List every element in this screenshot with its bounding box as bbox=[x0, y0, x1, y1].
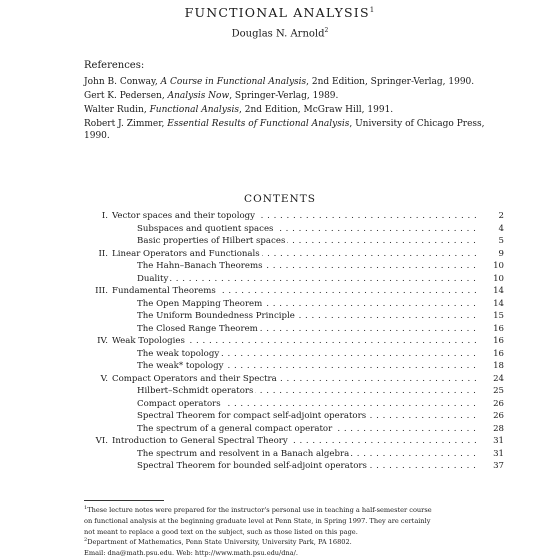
toc-entry[interactable] bbox=[0, 260, 560, 272]
toc-entry[interactable] bbox=[0, 298, 560, 310]
footnotes bbox=[84, 504, 504, 558]
toc-entry-title: The Uniform Boundedness Principle bbox=[137, 311, 295, 321]
references-list bbox=[84, 77, 494, 145]
toc-entry-title: The weak* topology bbox=[137, 361, 224, 371]
toc-entry-number: III. bbox=[95, 286, 108, 296]
toc-entry-title: Introduction to General Spectral Theory bbox=[112, 436, 288, 446]
toc-entry-title: The Closed Range Theorem bbox=[137, 323, 258, 334]
toc-entry-title: Basic properties of Hilbert spaces bbox=[137, 236, 286, 246]
reference-item: Walter Rudin, Functional Analysis, 2nd Edition, McGraw Hill, 1991. bbox=[84, 105, 394, 115]
toc-entry-title: Vector spaces and their topology bbox=[112, 211, 255, 221]
toc-entry-page: 28 bbox=[493, 423, 504, 434]
toc-entry-number: VI. bbox=[95, 436, 108, 446]
title-footnote-mark: 1 bbox=[369, 5, 376, 14]
toc-entry-page: 10 bbox=[493, 273, 504, 284]
author-footnote-mark: 2 bbox=[324, 27, 329, 34]
document-title: FUNCTIONAL ANALYSIS$^1$ bbox=[184, 5, 376, 20]
references-heading: References: bbox=[84, 60, 145, 71]
toc-entry[interactable] bbox=[0, 310, 560, 322]
toc-entry-title: Spectral Theorem for compact self-adjoint operators bbox=[137, 411, 367, 421]
toc-entry-page: 4 bbox=[498, 223, 504, 234]
footnote-line: Email: dna@math.psu.edu. Web: http://www.math.psu.edu/dna/. bbox=[84, 549, 298, 558]
reference-item: John B. Conway, A Course in Functional Analysis, 2nd Edition, Springer-Verlag, 1990. bbox=[84, 77, 475, 87]
footnote-line: on functional analysis at the beginning graduate level at Penn State, in Spring 1997. They are certainly bbox=[84, 516, 431, 525]
footnote-line: $^2$Department of Mathematics, Penn State University, University Park, PA 16802. bbox=[84, 537, 352, 547]
toc-entry[interactable] bbox=[0, 273, 560, 285]
toc-entry-number: I. bbox=[101, 211, 108, 221]
toc-entry-page: 5 bbox=[498, 236, 504, 246]
toc-entry[interactable] bbox=[0, 435, 560, 447]
toc-entry-page: 9 bbox=[498, 248, 504, 259]
toc-entry[interactable] bbox=[0, 360, 560, 372]
toc-entry-page: 10 bbox=[493, 261, 504, 271]
reference-item: Gert K. Pedersen, Analysis Now, Springer-Verlag, 1989. bbox=[84, 91, 339, 101]
toc-entry-title: Fundamental Theorems bbox=[112, 286, 216, 296]
toc-entry[interactable] bbox=[0, 410, 560, 422]
footnote-mark: 2 bbox=[84, 537, 88, 544]
toc-entry[interactable] bbox=[0, 335, 560, 347]
toc-entry[interactable] bbox=[0, 423, 560, 435]
reference-item: Robert J. Zimmer, Essential Results of Functional Analysis, University of Chicago Press, 1990. bbox=[84, 119, 485, 141]
toc-entry-title: Compact operators bbox=[137, 398, 221, 409]
toc-entry-title: Compact Operators and their Spectra bbox=[112, 373, 277, 384]
toc-entry[interactable] bbox=[0, 223, 560, 235]
footnote-line: $^1$These lecture notes were prepared for the instructor's personal use in teaching a half-semester course bbox=[84, 505, 432, 515]
toc-entry-page: 24 bbox=[493, 373, 504, 384]
footnote-line: not meant to replace a good text on the subject, such as those listed on this page. bbox=[84, 527, 358, 536]
footnote-mark: 1 bbox=[84, 505, 88, 511]
toc-entry-title: Hilbert–Schmidt operators bbox=[137, 386, 254, 396]
contents-heading: CONTENTS bbox=[244, 193, 316, 205]
toc-entry[interactable] bbox=[0, 285, 560, 297]
toc-entry-page: 16 bbox=[493, 336, 504, 346]
toc-entry-title: Subspaces and quotient spaces bbox=[137, 223, 274, 234]
toc-entry[interactable] bbox=[0, 373, 560, 385]
toc-entry-title: Linear Operators and Functionals bbox=[112, 248, 260, 259]
toc-entry[interactable] bbox=[0, 323, 560, 335]
toc-entry[interactable] bbox=[0, 210, 560, 222]
toc-entry-title: The Open Mapping Theorem bbox=[137, 298, 263, 309]
toc-entry[interactable] bbox=[0, 398, 560, 410]
toc-entry-page: 16 bbox=[493, 348, 504, 359]
document-author: Douglas N. Arnold$^2$ bbox=[231, 27, 329, 40]
toc-entry-page: 31 bbox=[493, 448, 504, 459]
toc-entry-title: The weak topology bbox=[137, 348, 220, 359]
toc-entry-number: IV. bbox=[97, 336, 108, 346]
toc-entry-title: The spectrum and resolvent in a Banach algebra bbox=[137, 448, 350, 459]
toc-entry[interactable] bbox=[0, 448, 560, 460]
toc-entry-title: Duality bbox=[137, 273, 169, 284]
toc-entry-title: The Hahn–Banach Theorems bbox=[137, 261, 263, 271]
toc-entry-page: 18 bbox=[493, 361, 504, 371]
toc-entry-page: 37 bbox=[493, 461, 504, 471]
toc-entry-number: II. bbox=[98, 248, 108, 259]
toc-entry-title: Weak Topologies bbox=[112, 336, 185, 346]
toc-entry[interactable] bbox=[0, 348, 560, 360]
toc-entry-page: 16 bbox=[493, 323, 504, 334]
toc-entry-page: 26 bbox=[493, 411, 504, 421]
footnote-rule bbox=[84, 500, 164, 501]
toc-entry[interactable] bbox=[0, 248, 560, 260]
toc-entry[interactable] bbox=[0, 235, 560, 247]
toc-entry-number: V. bbox=[100, 373, 108, 384]
toc-entry-page: 26 bbox=[493, 398, 504, 409]
toc-entry[interactable] bbox=[0, 385, 560, 397]
toc-entry-page: 31 bbox=[493, 436, 504, 446]
toc-entry-page: 14 bbox=[493, 298, 504, 309]
toc-entry-page: 2 bbox=[498, 211, 504, 221]
toc-entry-page: 14 bbox=[493, 286, 504, 296]
toc-entry-page: 15 bbox=[493, 311, 504, 321]
toc-entry-page: 25 bbox=[493, 386, 504, 396]
toc-entry-title: Spectral Theorem for bounded self-adjoint operators bbox=[137, 461, 367, 471]
toc-entry-title: The spectrum of a general compact operator bbox=[137, 423, 333, 434]
toc-entry[interactable] bbox=[0, 460, 560, 472]
